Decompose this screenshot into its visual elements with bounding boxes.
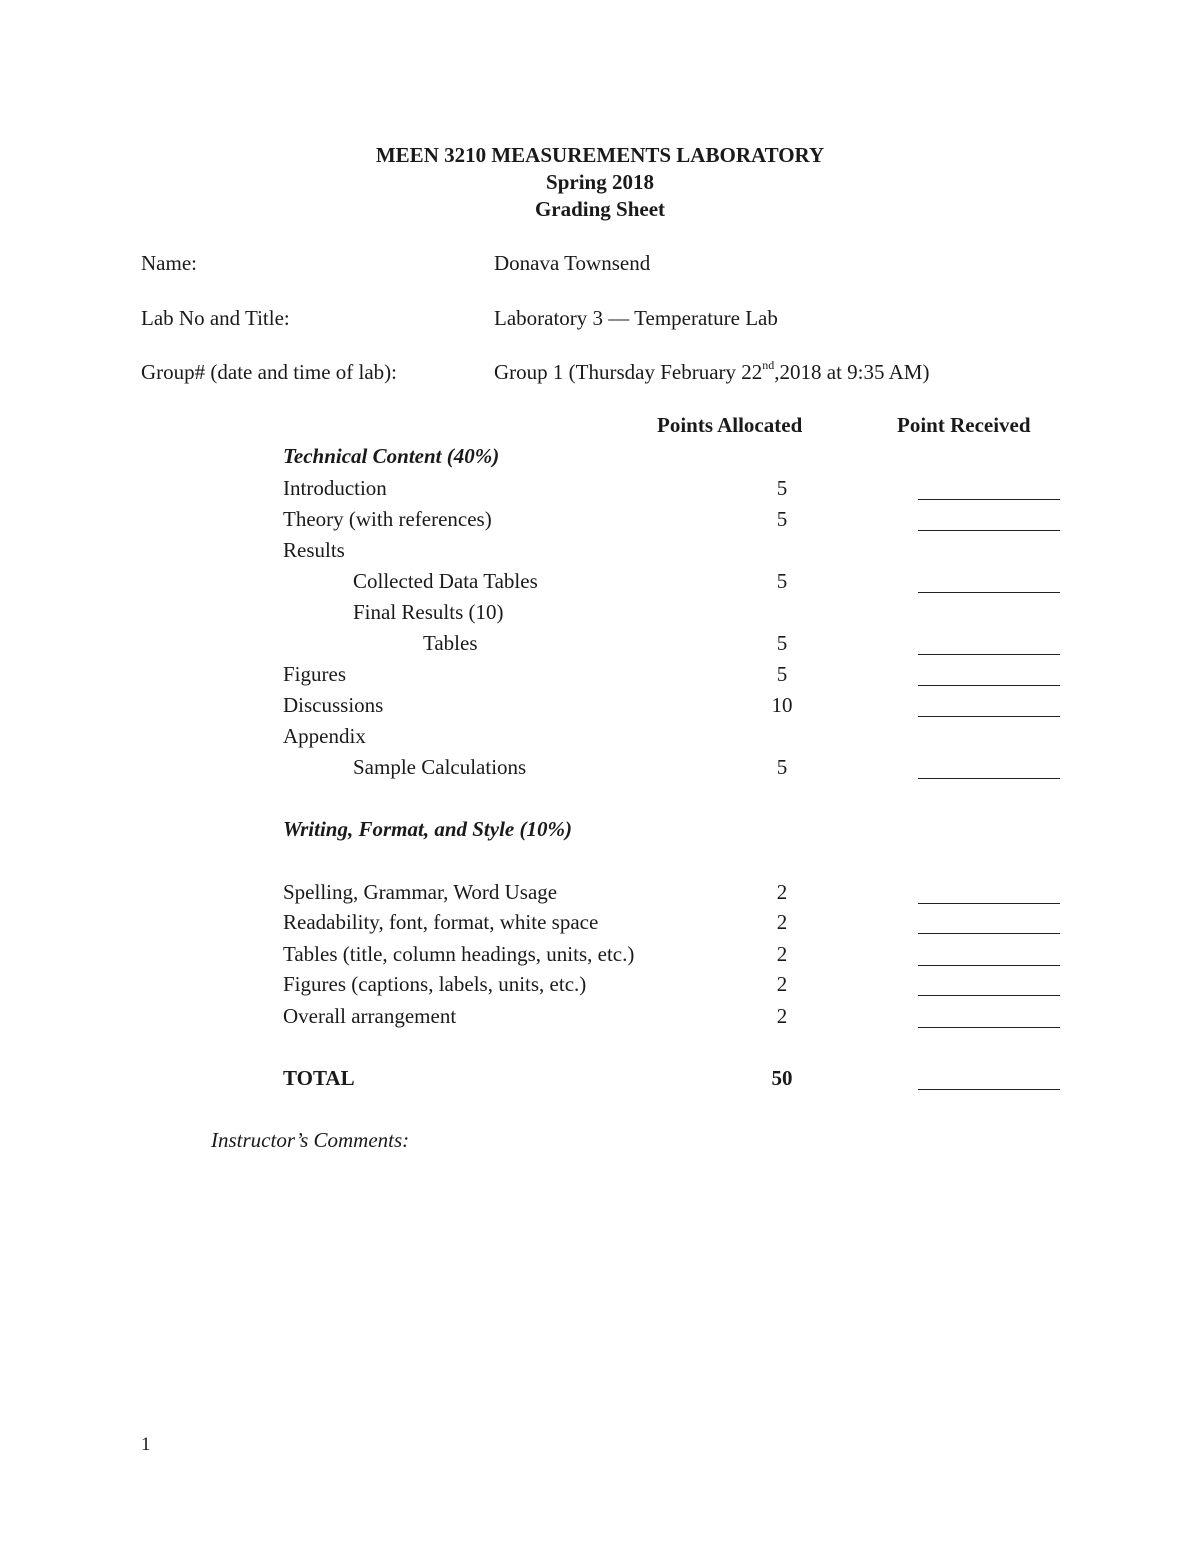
score-blank-discussions[interactable]	[918, 716, 1060, 717]
group-label: Group# (date and time of lab):	[141, 360, 397, 384]
row-label-appendix: Appendix	[283, 724, 366, 748]
row-label-theory: Theory (with references)	[283, 507, 492, 531]
row-label-final-results: Final Results (10)	[353, 600, 504, 624]
score-blank-writing-tables[interactable]	[918, 965, 1060, 966]
group-value-superscript: nd	[762, 358, 775, 372]
group-value	[494, 360, 929, 385]
score-blank-writing-figures[interactable]	[918, 995, 1060, 996]
group-value-text-end: ,2018 at 9:35 AM)	[774, 360, 930, 384]
score-blank-total[interactable]	[918, 1089, 1060, 1090]
row-label-collected-data: Collected Data Tables	[353, 569, 538, 593]
score-blank-spelling[interactable]	[918, 903, 1060, 904]
row-points-theory: 5	[776, 507, 788, 531]
term-title: Spring 2018	[546, 170, 654, 194]
sheet-title: Grading Sheet	[534, 197, 666, 221]
score-blank-figures[interactable]	[918, 685, 1060, 686]
row-label-spelling: Spelling, Grammar, Word Usage	[283, 880, 558, 904]
row-label-results: Results	[283, 538, 345, 562]
points-received-header: Point Received	[897, 413, 1031, 437]
row-label-discussions: Discussions	[283, 693, 384, 717]
score-blank-sample-calculations[interactable]	[918, 778, 1060, 779]
instructor-comments-label: Instructor’s Comments:	[211, 1128, 410, 1152]
row-points-introduction: 5	[776, 476, 788, 500]
row-points-tables: 5	[776, 631, 788, 655]
points-allocated-header: Points Allocated	[657, 413, 803, 437]
row-label-overall: Overall arrangement	[283, 1004, 457, 1028]
score-blank-readability[interactable]	[918, 933, 1060, 934]
technical-heading: Technical Content (40%)	[283, 444, 500, 468]
total-label: TOTAL	[283, 1066, 355, 1090]
row-label-tables: Tables	[423, 631, 478, 655]
group-value-text: Group 1 (Thursday February 22	[494, 360, 763, 384]
row-points-discussions: 10	[771, 693, 793, 717]
row-points-overall: 2	[776, 1004, 788, 1028]
course-title: MEEN 3210 MEASUREMENTS LABORATORY	[375, 143, 825, 167]
row-points-collected-data: 5	[776, 569, 788, 593]
row-label-writing-figures: Figures (captions, labels, units, etc.)	[283, 972, 587, 996]
row-points-sample-calculations: 5	[776, 755, 788, 779]
page-number: 1	[141, 1434, 151, 1455]
row-points-writing-tables: 2	[776, 942, 788, 966]
score-blank-overall[interactable]	[918, 1027, 1060, 1028]
row-label-sample-calculations: Sample Calculations	[353, 755, 527, 779]
row-label-readability: Readability, font, format, white space	[283, 910, 599, 934]
row-label-introduction: Introduction	[283, 476, 387, 500]
score-blank-introduction[interactable]	[918, 499, 1060, 500]
score-blank-tables[interactable]	[918, 654, 1060, 655]
name-value: Donava Townsend	[494, 251, 651, 275]
name-label: Name:	[141, 251, 197, 275]
row-label-figures: Figures	[283, 662, 346, 686]
row-points-readability: 2	[776, 910, 788, 934]
total-points: 50	[771, 1066, 793, 1090]
lab-value: Laboratory 3 — Temperature Lab	[494, 306, 778, 330]
writing-heading: Writing, Format, and Style (10%)	[283, 817, 572, 841]
row-points-figures: 5	[776, 662, 788, 686]
score-blank-collected-data[interactable]	[918, 592, 1060, 593]
lab-label: Lab No and Title:	[141, 306, 290, 330]
row-points-writing-figures: 2	[776, 972, 788, 996]
score-blank-theory[interactable]	[918, 530, 1060, 531]
row-points-spelling: 2	[776, 880, 788, 904]
row-label-writing-tables: Tables (title, column headings, units, etc.)	[283, 942, 635, 966]
